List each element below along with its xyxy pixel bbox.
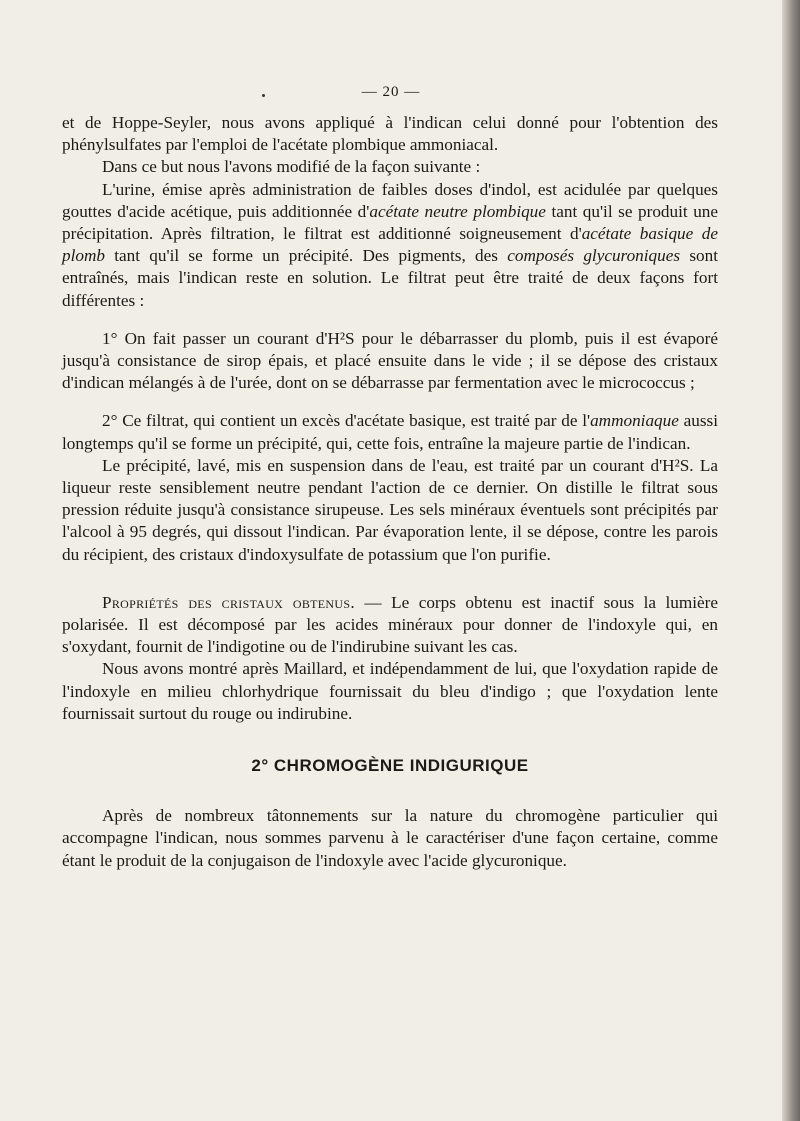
paragraph-3-text-a: L'urine, émise après administration de faibles doses d'indol, est acidulée par quelques gouttes d'acide acétique, puis additionnée d' [62,179,718,221]
page-number: — 20 — [361,84,421,100]
paragraph-3-text-c: tant qu'il se produit une précipitation. Après filtration, le filtrat est additionné soigneusement d' [62,201,719,244]
body-text [62,112,718,872]
paragraph-5 [62,410,718,454]
paragraph-5-text-a: 2° Ce filtrat, qui contient un excès d'acétate basique, est traité par de l' [102,411,591,431]
italic-acetate-neutre: acétate neutre plombique [369,201,546,221]
paragraph-7 [62,592,718,659]
paragraph-5-text-c: aussi longtemps qu'il se forme un précipité, qui, cette fois, entraîne la majeure partie de l'indican. [62,411,718,453]
paragraph-8: Nous avons montré après Maillard, et indépendamment de lui, que l'oxydation rapide de l'indoxyle en milieu chlorhydrique fournissait du bleu d'indigo ; que l'oxydation lente fournissait surtout du rouge ou indirubine. [62,659,718,723]
paragraph-3-text-e: tant qu'il se forme un précipité. Des pigments, des [104,246,508,266]
paragraph-4: 1° On fait passer un courant d'H²S pour le débarrasser du plomb, puis il est évaporé jusqu'à consistance de sirop épais, et placé ensuite dans le vide ; il se dépose des cristaux d'indican mélangés à de l'urée, dont on se débarrasse par fermentation avec le micrococcus ; [62,328,718,393]
italic-ammoniaque: ammoniaque [590,411,679,431]
paragraph-1: et de Hoppe-Seyler, nous avons appliqué à l'indican celui donné pour l'obtention des phénylsulfates par l'emploi de l'acétate plombique ammoniacal. [62,113,718,155]
paragraph-9: Après de nombreux tâtonnements sur la nature du chromogène particulier qui accompagne l'indican, nous sommes parvenu à le caractériser d'une façon certaine, comme étant le produit de la conjugaison de l'indoxyle avec l'acide glycuronique. [62,806,718,870]
paragraph-3-text-g: sont entraînés, mais l'indican reste en solution. Le filtrat peut être traité de deux façons fort différentes : [62,246,718,310]
paragraph-6: Le précipité, lavé, mis en suspension dans de l'eau, est traité par un courant d'H²S. La liqueur reste sensiblement neutre pendant l'action de ce dernier. On distille le filtrat sous pression réduite jusqu'à consistance sirupeuse. Les sels minéraux éventuels sont précipités par l'alcool à 95 degrés, qui dissout l'indican. Par évaporation lente, il se dépose, contre les parois du récipient, des cristaux d'indoxysulfate de potassium que l'on purifie. [62,455,718,564]
section-heading: 2° CHROMOGÈNE INDIGURIQUE [251,756,529,776]
page-edge-shadow [782,0,800,1121]
section-label-proprietes: Propriétés des cristaux obtenus. [102,592,355,612]
italic-acetate-basique: acétate basique de plomb [62,224,718,266]
italic-composes-glycuroniques: composés glycuroniques [507,246,681,266]
paragraph-3 [62,179,718,312]
paragraph-7-text: — Le corps obtenu est inactif sous la lumière polarisée. Il est décomposé par les acides minéraux pour donner de l'indoxyle qui, en s'oxydant, fournit de l'indigotine ou de l'indirubine suivant les cas. [62,592,719,657]
paragraph-2: Dans ce but nous l'avons modifié de la façon suivante : [102,157,481,177]
